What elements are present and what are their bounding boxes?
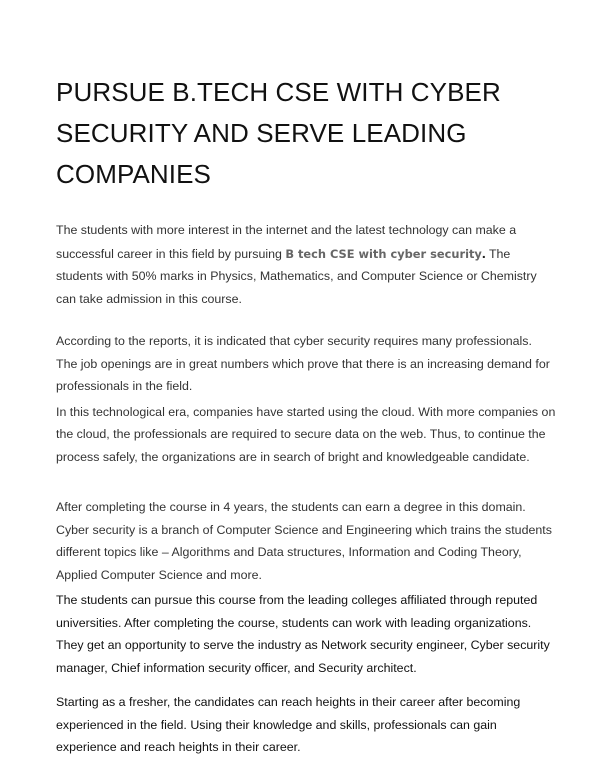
paragraph-demand: According to the reports, it is indicated that cyber security requires many professionals. The job openings are in great numbers which prove that there is an increasing demand for professionals in the field. bbox=[56, 334, 550, 393]
page-title: PURSUE B.TECH CSE WITH CYBER SECURITY AND SERVE LEADING COMPANIES bbox=[56, 77, 501, 189]
course-link[interactable]: B tech CSE with cyber security bbox=[285, 246, 482, 261]
paragraph-intro bbox=[56, 219, 556, 310]
paragraph-intro-text: The students with more interest in the internet and the latest technology can make a successful career in this field by pursuing bbox=[56, 223, 517, 261]
document-page bbox=[56, 72, 556, 759]
paragraph-cloud: In this technological era, companies have started using the cloud. With more companies on the cloud, the professionals are required to secure data on the web. Thus, to continue the process safely, the organizations are in search of bright and knowledgeable candidate. bbox=[56, 404, 556, 464]
paragraph-intro-rest: The students with 50% marks in Physics, Mathematics, and Computer Science or Chemistry can take admission in this course. bbox=[56, 246, 537, 306]
paragraph-course-details: After completing the course in 4 years, the students can earn a degree in this domain. Cyber security is a branch of Computer Science and Engineering which trains the students different topics like – Algorithms and Data structures, Information and Coding Theory, Applied Computer Science and more. bbox=[56, 500, 552, 582]
paragraph-growth: Starting as a fresher, the candidates can reach heights in their career after becoming experienced in the field. Using their knowledge and skills, professionals can gain experience and reach heights in their career. bbox=[56, 695, 521, 754]
link-period: . bbox=[481, 244, 486, 261]
paragraph-career-roles: The students can pursue this course from the leading colleges affiliated through reputed universities. After completing the course, students can work with leading organizations. They get an opportunity to serve the industry as Network security engineer, Cyber security manager, Chief information security officer, and Security architect. bbox=[56, 593, 550, 675]
